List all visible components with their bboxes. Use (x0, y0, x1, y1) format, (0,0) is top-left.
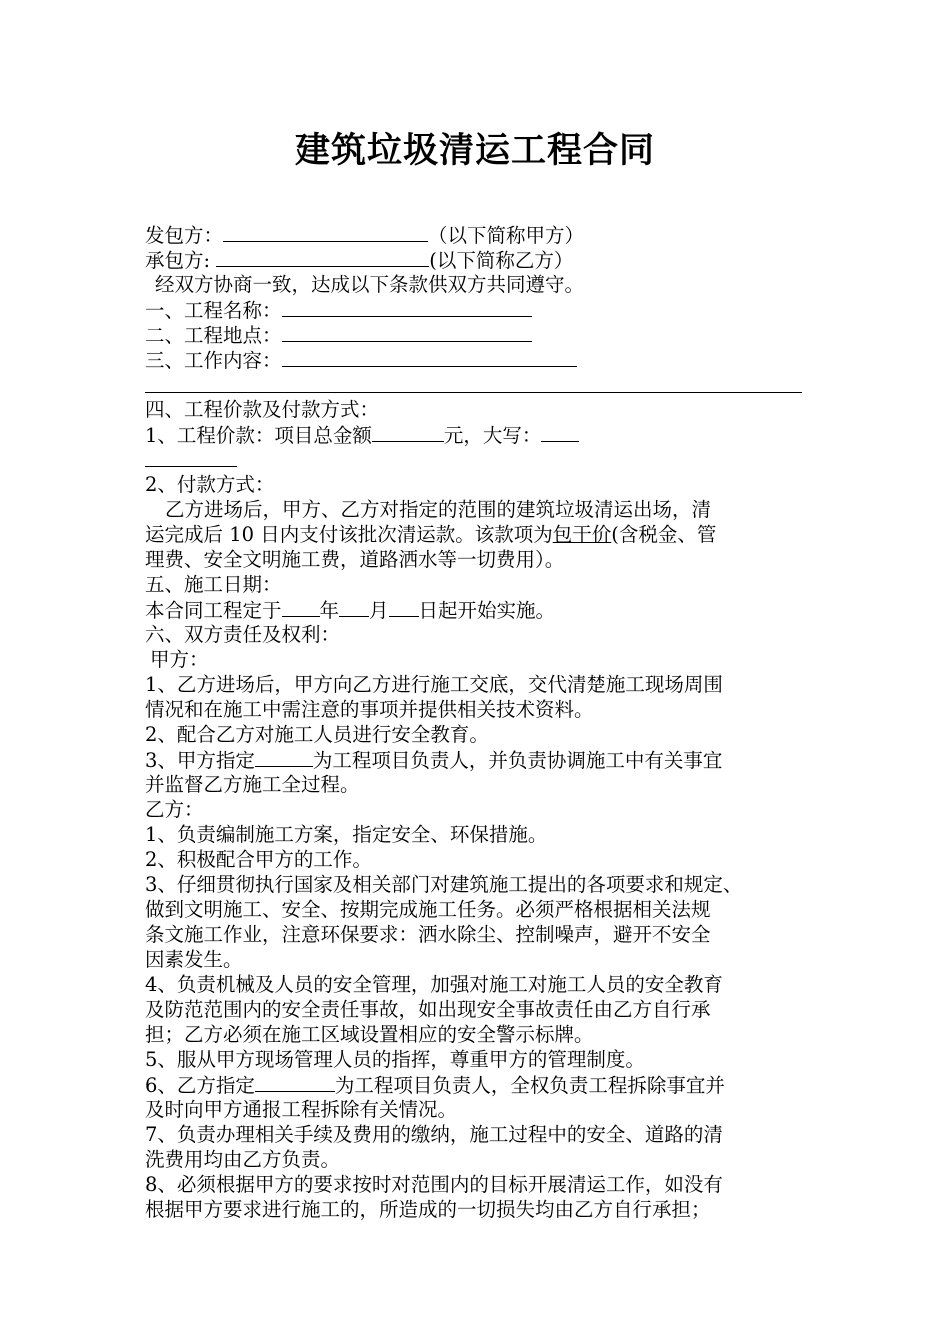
date-year-label: 年 (319, 599, 340, 622)
contract-body (145, 222, 825, 1222)
section-6-heading: 六、双方责任及权利： (145, 623, 341, 646)
price-words-continuation (145, 447, 825, 472)
party-a-duty-3-suffix: 为工程项目负责人，并负责协调施工中有关事宜 (312, 749, 723, 772)
party-a-duty-3-line-2: 并监督乙方施工全过程。 (145, 773, 360, 796)
party-a-manager-blank (255, 747, 313, 767)
party-b-duty-3-line-4: 因素发生。 (145, 948, 243, 971)
party-b-line (145, 247, 825, 272)
payment-text-2-lead: 运完成后 10 日内支付该批次清运款。该款项为 (145, 523, 553, 546)
party-b-blank (216, 247, 429, 267)
party-b-duty-5: 5、服从甲方现场管理人员的指挥，尊重甲方的管理制度。 (145, 1048, 645, 1071)
party-b-duty-8-line-2: 根据甲方要求进行施工的，所造成的一切损失均由乙方自行承担； (145, 1198, 711, 1221)
payment-text-2 (145, 522, 825, 547)
work-content-rule (145, 372, 825, 397)
party-b-duty-7-line-2: 洗费用均由乙方负责。 (145, 1148, 341, 1171)
year-blank (282, 597, 320, 617)
payment-text-3: 理费、安全文明施工费，道路洒水等一切费用）。 (145, 548, 565, 571)
date-prefix: 本合同工程定于 (145, 599, 282, 622)
party-b-duty-3-line-2: 做到文明施工、安全、按期完成施工任务。必须严格根据相关法规 (145, 898, 711, 921)
party-a-duties-heading: 甲方： (150, 648, 209, 671)
date-month-label: 月 (369, 599, 389, 622)
price-unit: 元，大写： (443, 424, 542, 447)
section-4-heading: 四、工程价款及付款方式： (145, 398, 380, 421)
start-date-line (145, 597, 825, 622)
month-blank (339, 597, 369, 617)
price-words-blank-continued (145, 447, 237, 467)
party-a-suffix: （以下简称甲方） (428, 224, 585, 247)
party-a-label: 发包方： (145, 224, 224, 247)
party-a-duty-3-line-1 (145, 747, 825, 772)
price-line (145, 422, 825, 447)
price-words-blank (541, 422, 579, 442)
party-a-duty-3-prefix: 3、甲方指定 (145, 749, 255, 772)
party-b-duty-6-suffix: 为工程项目负责人，全权负责工程拆除事宜并 (334, 1074, 725, 1097)
party-b-duty-6-line-2: 及时向甲方通报工程拆除有关情况。 (145, 1098, 458, 1121)
payment-text-1: 乙方进场后，甲方、乙方对指定的范围的建筑垃圾清运出场，清 (165, 498, 712, 521)
party-b-duty-4-line-1: 4、负责机械及人员的安全管理，加强对施工对施工人员的安全教育 (145, 973, 723, 996)
day-blank (389, 597, 419, 617)
party-b-duty-4-line-2: 及防范范围内的安全责任事故，如出现安全事故责任由乙方自行承 (145, 998, 711, 1021)
project-location-blank (282, 322, 532, 342)
party-a-blank (223, 222, 428, 242)
party-b-duties-heading: 乙方： (145, 798, 204, 821)
section-2-line (145, 322, 825, 347)
party-b-duty-3-line-1: 3、仔细贯彻执行国家及相关部门对建筑施工提出的各项要求和规定、 (145, 873, 743, 896)
section-1-label: 一、工程名称： (145, 299, 282, 322)
work-content-blank (282, 347, 577, 367)
lump-sum-price: 包干价 (552, 523, 612, 546)
price-amount-blank (372, 422, 444, 442)
party-b-duty-6-prefix: 6、乙方指定 (145, 1074, 255, 1097)
section-1-line (145, 297, 825, 322)
document-title: 建筑垃圾清运工程合同 (294, 131, 655, 171)
date-day-suffix: 日起开始实施。 (418, 599, 556, 622)
party-b-manager-blank (255, 1072, 335, 1092)
party-a-duty-1-line-2: 情况和在施工中需注意的事项并提供相关技术资料。 (145, 698, 594, 721)
section-3-line (145, 347, 825, 372)
party-a-duty-1-line-1: 1、乙方进场后，甲方向乙方进行施工交底，交代清楚施工现场周围 (145, 673, 723, 696)
payment-text-2-tail: (含税金、管 (611, 523, 717, 546)
party-b-label: 承包方: (145, 249, 217, 272)
party-b-duty-3-line-3: 条文施工作业，注意环保要求：洒水除尘、控制噪声，避开不安全 (145, 923, 711, 946)
agreement-line: 经双方协商一致，达成以下条款供双方共同遵守。 (155, 273, 585, 296)
section-5-heading: 五、施工日期： (145, 573, 282, 596)
party-b-duty-2: 2、积极配合甲方的工作。 (145, 848, 372, 871)
party-b-duty-6-line-1 (145, 1072, 825, 1097)
party-b-duty-7-line-1: 7、负责办理相关手续及费用的缴纳，施工过程中的安全、道路的清 (145, 1123, 723, 1146)
party-b-duty-8-line-1: 8、必须根据甲方的要求按时对范围内的目标开展清运工作，如没有 (145, 1173, 723, 1196)
party-a-duty-2: 2、配合乙方对施工人员进行安全教育。 (145, 723, 489, 746)
party-b-suffix: (以下简称乙方） (429, 249, 574, 272)
party-b-duty-1: 1、负责编制施工方案，指定安全、环保措施。 (145, 823, 548, 846)
payment-heading: 2、付款方式： (145, 473, 275, 496)
section-3-label: 三、工作内容： (145, 349, 282, 372)
section-2-label: 二、工程地点： (145, 324, 282, 347)
party-a-line (145, 222, 825, 247)
project-name-blank (282, 297, 532, 317)
party-b-duty-4-line-3: 担；乙方必须在施工区域设置相应的安全警示标牌。 (145, 1023, 594, 1046)
price-label: 1、工程价款：项目总金额 (145, 424, 372, 447)
